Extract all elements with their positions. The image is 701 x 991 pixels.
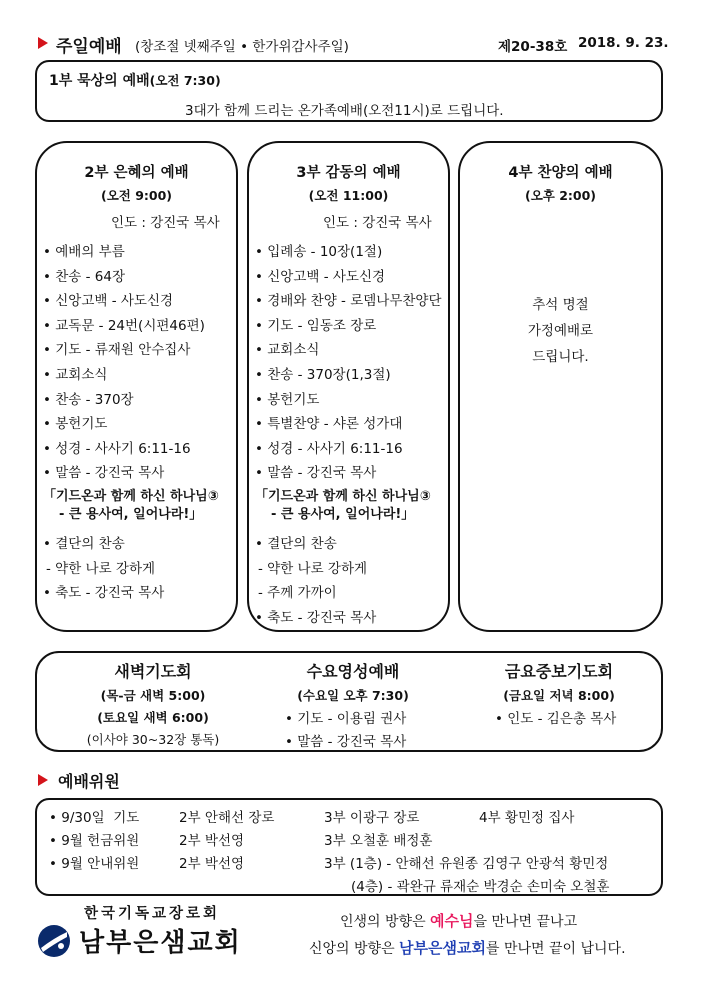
service4-note-line2: 가정예배로	[527, 323, 594, 339]
service3-box	[247, 141, 450, 632]
service2-order-item: • 결단의 찬송	[43, 536, 125, 552]
service2-order-item: • 신앙고백 - 사도신경	[43, 293, 174, 310]
committee-row4-service3: (4층) - 곽완규 류재순 박경순 손미숙 오철훈	[351, 879, 610, 895]
service2-order-item: • 예배의 부름	[43, 244, 125, 260]
slogan-line1: 인생의 방향은 예수님을 만나면 끝나고	[340, 912, 578, 930]
committee-row1-service2: 2부 안해선 장로	[179, 810, 275, 826]
wednesday-item-prayer: • 기도 - 이용림 권사	[285, 711, 407, 727]
committee-row1-service3: 3부 이광구 장로	[324, 810, 420, 826]
committee-row3-label: • 9월 안내위원	[49, 856, 140, 872]
service3-order-item: • 성경 - 사사기 6:11-16	[255, 440, 403, 457]
section-arrow-icon	[38, 37, 48, 49]
service2-order-item: • 찬송 - 64장	[43, 268, 126, 285]
service1-title: 1부 묵상의 예배(오전 7:30)	[49, 73, 221, 89]
issue-date: 2018. 9. 23.	[578, 35, 669, 51]
service3-sermon-subtitle: - 큰 용사여, 일어나라!」	[271, 507, 415, 522]
service2-order-item: - 약한 나로 강하게	[46, 560, 156, 577]
service3-order-item: • 결단의 찬송	[255, 536, 337, 552]
service2-sermon-title: 「기드온과 함께 하신 하나님③	[43, 489, 219, 504]
wednesday-time: (수요일 오후 7:30)	[297, 688, 409, 703]
service3-order-item: • 축도 - 강진국 목사	[255, 609, 377, 626]
service3-order-item: • 특별찬양 - 샤론 성가대	[255, 416, 403, 433]
service2-sermon-subtitle: - 큰 용사여, 일어나라!」	[59, 507, 203, 522]
service1-box	[35, 60, 663, 122]
wednesday-item-sermon: • 말씀 - 강진국 목사	[285, 734, 407, 750]
service3-order-item: • 경배와 찬양 - 로뎀나무찬양단	[255, 293, 442, 310]
committee-heading: 예배위원	[58, 772, 120, 791]
service2-order-item: • 찬송 - 370장	[43, 391, 134, 408]
friday-item-leader: • 인도 - 김은총 목사	[495, 711, 617, 727]
dawn-time2: (토요일 새벽 6:00)	[97, 710, 209, 725]
service3-time: (오전 11:00)	[308, 188, 389, 203]
section-arrow-icon	[38, 774, 48, 786]
page-title: 주일예배	[56, 37, 122, 57]
service2-order-item: • 교회소식	[43, 367, 108, 383]
page-subtitle: (창조절 넷째주일 • 한가위감사주일)	[135, 39, 349, 55]
committee-row3-service3: 3부 (1층) - 안해선 유원종 김영구 안광석 황민정	[324, 856, 609, 872]
friday-time: (금요일 저녁 8:00)	[503, 688, 615, 703]
service3-order-item: • 찬송 - 370장(1,3절)	[255, 367, 391, 383]
service2-order-item: • 봉헌기도	[43, 416, 108, 433]
service3-order-item: - 약한 나로 강하게	[258, 560, 368, 577]
committee-row2-label: • 9월 헌금위원	[49, 833, 140, 849]
service3-title: 3부 감동의 예배	[296, 165, 401, 181]
slogan-line2: 신앙의 방향은 남부은샘교회를 만나면 끝이 납니다.	[309, 939, 626, 957]
dawn-note: (이사야 30~32장 통독)	[86, 732, 220, 747]
committee-row2-service2: 2부 박선영	[179, 833, 245, 849]
service4-note-line1: 추석 명절	[532, 297, 589, 313]
dawn-title: 새벽기도회	[114, 662, 192, 681]
church-name: 남부은샘교회	[79, 928, 242, 958]
committee-row1-label: • 9/30일 기도	[49, 810, 140, 826]
weekday-box	[35, 651, 663, 752]
service2-order-item: • 성경 - 사사기 6:11-16	[43, 440, 191, 457]
service3-leader: 인도 : 강진국 목사	[323, 215, 432, 231]
friday-title: 금요중보기도회	[504, 662, 614, 681]
service3-order-item: • 기도 - 임동조 장로	[255, 317, 377, 334]
service4-note-line3: 드립니다.	[532, 349, 589, 365]
service3-order-item: - 주께 가까이	[258, 585, 337, 602]
service3-order-item: • 말씀 - 강진국 목사	[255, 465, 377, 482]
denomination-name: 한국기독교장로회	[84, 906, 221, 922]
service2-order-item: • 말씀 - 강진국 목사	[43, 465, 165, 482]
issue-number: 제20-38호	[498, 39, 568, 55]
service3-order-item: • 봉헌기도	[255, 391, 320, 408]
service4-box	[458, 141, 663, 632]
service4-title: 4부 찬양의 예배	[508, 165, 613, 181]
service1-note: 3대가 함께 드리는 온가족예배(오전11시)로 드립니다.	[185, 103, 504, 119]
service3-order-item: • 교회소식	[255, 342, 320, 359]
committee-row3-service2: 2부 박선영	[179, 856, 245, 872]
service2-order-item: • 기도 - 류재원 안수집사	[43, 342, 191, 359]
service3-sermon-title: 「기드온과 함께 하신 하나님③	[255, 489, 431, 504]
wednesday-title: 수요영성예배	[306, 662, 400, 681]
committee-row1-service4: 4부 황민정 집사	[479, 810, 575, 826]
service3-order-item: • 입례송 - 10장(1절)	[255, 244, 383, 260]
church-logo-icon	[37, 924, 71, 958]
service2-title: 2부 은혜의 예배	[84, 165, 189, 181]
service4-time: (오후 2:00)	[524, 188, 597, 203]
committee-row2-service3: 3부 오철훈 배정훈	[324, 833, 433, 849]
service2-leader: 인도 : 강진국 목사	[111, 215, 220, 231]
service2-box	[35, 141, 238, 632]
dawn-time1: (목-금 새벽 5:00)	[100, 688, 206, 703]
committee-box	[35, 798, 663, 896]
service2-order-item: • 교독문 - 24번(시편46편)	[43, 317, 205, 334]
service3-order-item: • 신앙고백 - 사도신경	[255, 268, 386, 285]
service2-order-item: • 축도 - 강진국 목사	[43, 585, 165, 602]
service2-time: (오전 9:00)	[100, 188, 173, 203]
